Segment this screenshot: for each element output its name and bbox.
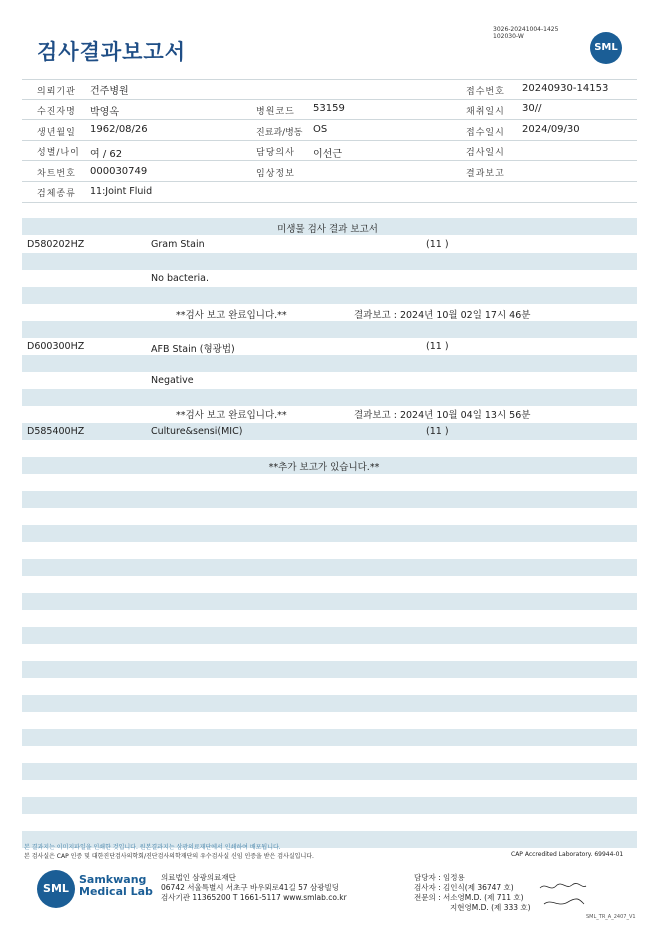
dept-label: 진료과/병동 bbox=[256, 128, 303, 138]
divider bbox=[22, 119, 637, 120]
brand-line-1: Samkwang bbox=[79, 873, 147, 886]
stripe bbox=[22, 729, 637, 746]
divider bbox=[22, 79, 637, 80]
hospital-code-label: 병원코드 bbox=[256, 107, 295, 117]
staff-tester: 검사자 : 김인식(제 36747 호) bbox=[414, 883, 514, 892]
divider bbox=[22, 140, 637, 141]
section-title: 미생물 검사 결과 보고서 bbox=[277, 224, 378, 235]
divider bbox=[22, 202, 637, 203]
stripe bbox=[22, 423, 637, 440]
additional-report-note: **추가 보고가 있습니다.** bbox=[268, 462, 380, 473]
test-name: AFB Stain (형광법) bbox=[151, 344, 235, 355]
staff-specialist-2: 지현영M.D. (제 333 호) bbox=[450, 903, 531, 912]
stripe bbox=[22, 559, 637, 576]
cap-accreditation: CAP Accredited Laboratory. 69944-01 bbox=[511, 851, 624, 858]
hospital-code-value: 53159 bbox=[313, 103, 345, 114]
hospital-label: 의뢰기관 bbox=[37, 87, 76, 97]
staff-manager: 담당자 : 임정용 bbox=[414, 873, 465, 882]
brand-name bbox=[79, 874, 153, 898]
hospital-value: 건주병원 bbox=[90, 86, 129, 97]
document-id-line-1: 3026-20241004-1425 bbox=[493, 26, 559, 33]
report-timestamp: 결과보고 : 2024년 10월 04일 13시 56분 bbox=[354, 410, 531, 421]
result-report-label: 결과보고 bbox=[466, 169, 505, 179]
divider bbox=[22, 160, 637, 161]
stripe bbox=[22, 661, 637, 678]
collect-date-value: 30// bbox=[522, 103, 542, 114]
signature-image bbox=[538, 880, 588, 910]
stripe bbox=[22, 797, 637, 814]
specimen-label: 검체종류 bbox=[37, 189, 76, 199]
chart-no-value: 000030749 bbox=[90, 166, 148, 177]
sex-age-label: 성별/나이 bbox=[37, 148, 80, 158]
divider bbox=[22, 181, 637, 182]
report-complete-note: **검사 보고 완료입니다.** bbox=[176, 410, 287, 421]
patient-value: 박영옥 bbox=[90, 107, 119, 118]
test-code: D585400HZ bbox=[27, 426, 85, 437]
specimen-code: (11 ) bbox=[426, 239, 449, 250]
stripe bbox=[22, 253, 637, 270]
birth-value: 1962/08/26 bbox=[90, 124, 148, 135]
test-name: Culture&sensi(MIC) bbox=[151, 426, 243, 437]
org-name: 의료법인 삼광의료재단 bbox=[161, 873, 236, 882]
test-result: Negative bbox=[151, 375, 194, 386]
specimen-value: 11:Joint Fluid bbox=[90, 186, 153, 197]
stripe bbox=[22, 695, 637, 712]
collect-date-label: 채취일시 bbox=[466, 107, 505, 117]
image-notice: 본 결과지는 이미지파일을 인쇄한 것입니다. 원본결과지는 삼광의료재단에서 인쇄하여 배포됩니다. bbox=[24, 844, 281, 851]
test-result: No bacteria. bbox=[151, 273, 209, 284]
receipt-no-value: 20240930-14153 bbox=[522, 83, 609, 94]
stripe bbox=[22, 287, 637, 304]
staff-specialist-1: 전문의 : 서소영M.D. (제 711 호) bbox=[414, 893, 524, 902]
document-id-line-2: 102030-W bbox=[493, 33, 524, 40]
test-code: D580202HZ bbox=[27, 239, 85, 250]
report-complete-note: **검사 보고 완료입니다.** bbox=[176, 310, 287, 321]
report-timestamp: 결과보고 : 2024년 10월 02일 17시 46분 bbox=[354, 310, 531, 321]
stripe bbox=[22, 525, 637, 542]
test-date-label: 검사일시 bbox=[466, 148, 505, 158]
birth-label: 생년월일 bbox=[37, 128, 76, 138]
brand-line-2: Medical Lab bbox=[79, 885, 153, 898]
stripe bbox=[22, 593, 637, 610]
doctor-value: 이선근 bbox=[313, 149, 342, 160]
org-address: 06742 서울특별시 서초구 바우뫼로41길 57 삼광빌딩 bbox=[161, 883, 340, 892]
receipt-no-label: 접수번호 bbox=[466, 87, 505, 97]
specimen-code: (11 ) bbox=[426, 341, 449, 352]
test-name: Gram Stain bbox=[151, 239, 205, 250]
patient-label: 수진자명 bbox=[37, 107, 76, 117]
document-id bbox=[493, 26, 558, 40]
doctor-label: 담당의사 bbox=[256, 148, 295, 158]
stripe bbox=[22, 321, 637, 338]
stripe bbox=[22, 355, 637, 372]
sml-logo: SML bbox=[590, 32, 622, 64]
specimen-code: (11 ) bbox=[426, 426, 449, 437]
chart-no-label: 차트번호 bbox=[37, 169, 76, 179]
org-contact: 검사기관 11365200 T 1661-5117 www.smlab.co.kr bbox=[161, 893, 347, 902]
clinical-label: 임상정보 bbox=[256, 169, 295, 179]
sml-footer-logo: SML bbox=[37, 870, 75, 908]
divider bbox=[22, 99, 637, 100]
page-title: 검사결과보고서 bbox=[37, 40, 187, 64]
organization-info bbox=[161, 873, 347, 903]
accreditation-notice: 본 검사실은 CAP 인증 및 대한진단검사의학회/진단검사의학재단의 우수검사실 신임 인증을 받은 검사실입니다. bbox=[24, 853, 314, 860]
receipt-date-label: 접수일시 bbox=[466, 128, 505, 138]
stripe bbox=[22, 627, 637, 644]
staff-info bbox=[414, 873, 531, 913]
stripe bbox=[22, 763, 637, 780]
form-number: SML_TR_A_2407_V1 bbox=[586, 914, 636, 920]
test-code: D600300HZ bbox=[27, 341, 85, 352]
stripe bbox=[22, 389, 637, 406]
receipt-date-value: 2024/09/30 bbox=[522, 124, 580, 135]
sex-age-value: 여 / 62 bbox=[90, 149, 123, 160]
dept-value: OS bbox=[313, 124, 328, 135]
stripe bbox=[22, 491, 637, 508]
